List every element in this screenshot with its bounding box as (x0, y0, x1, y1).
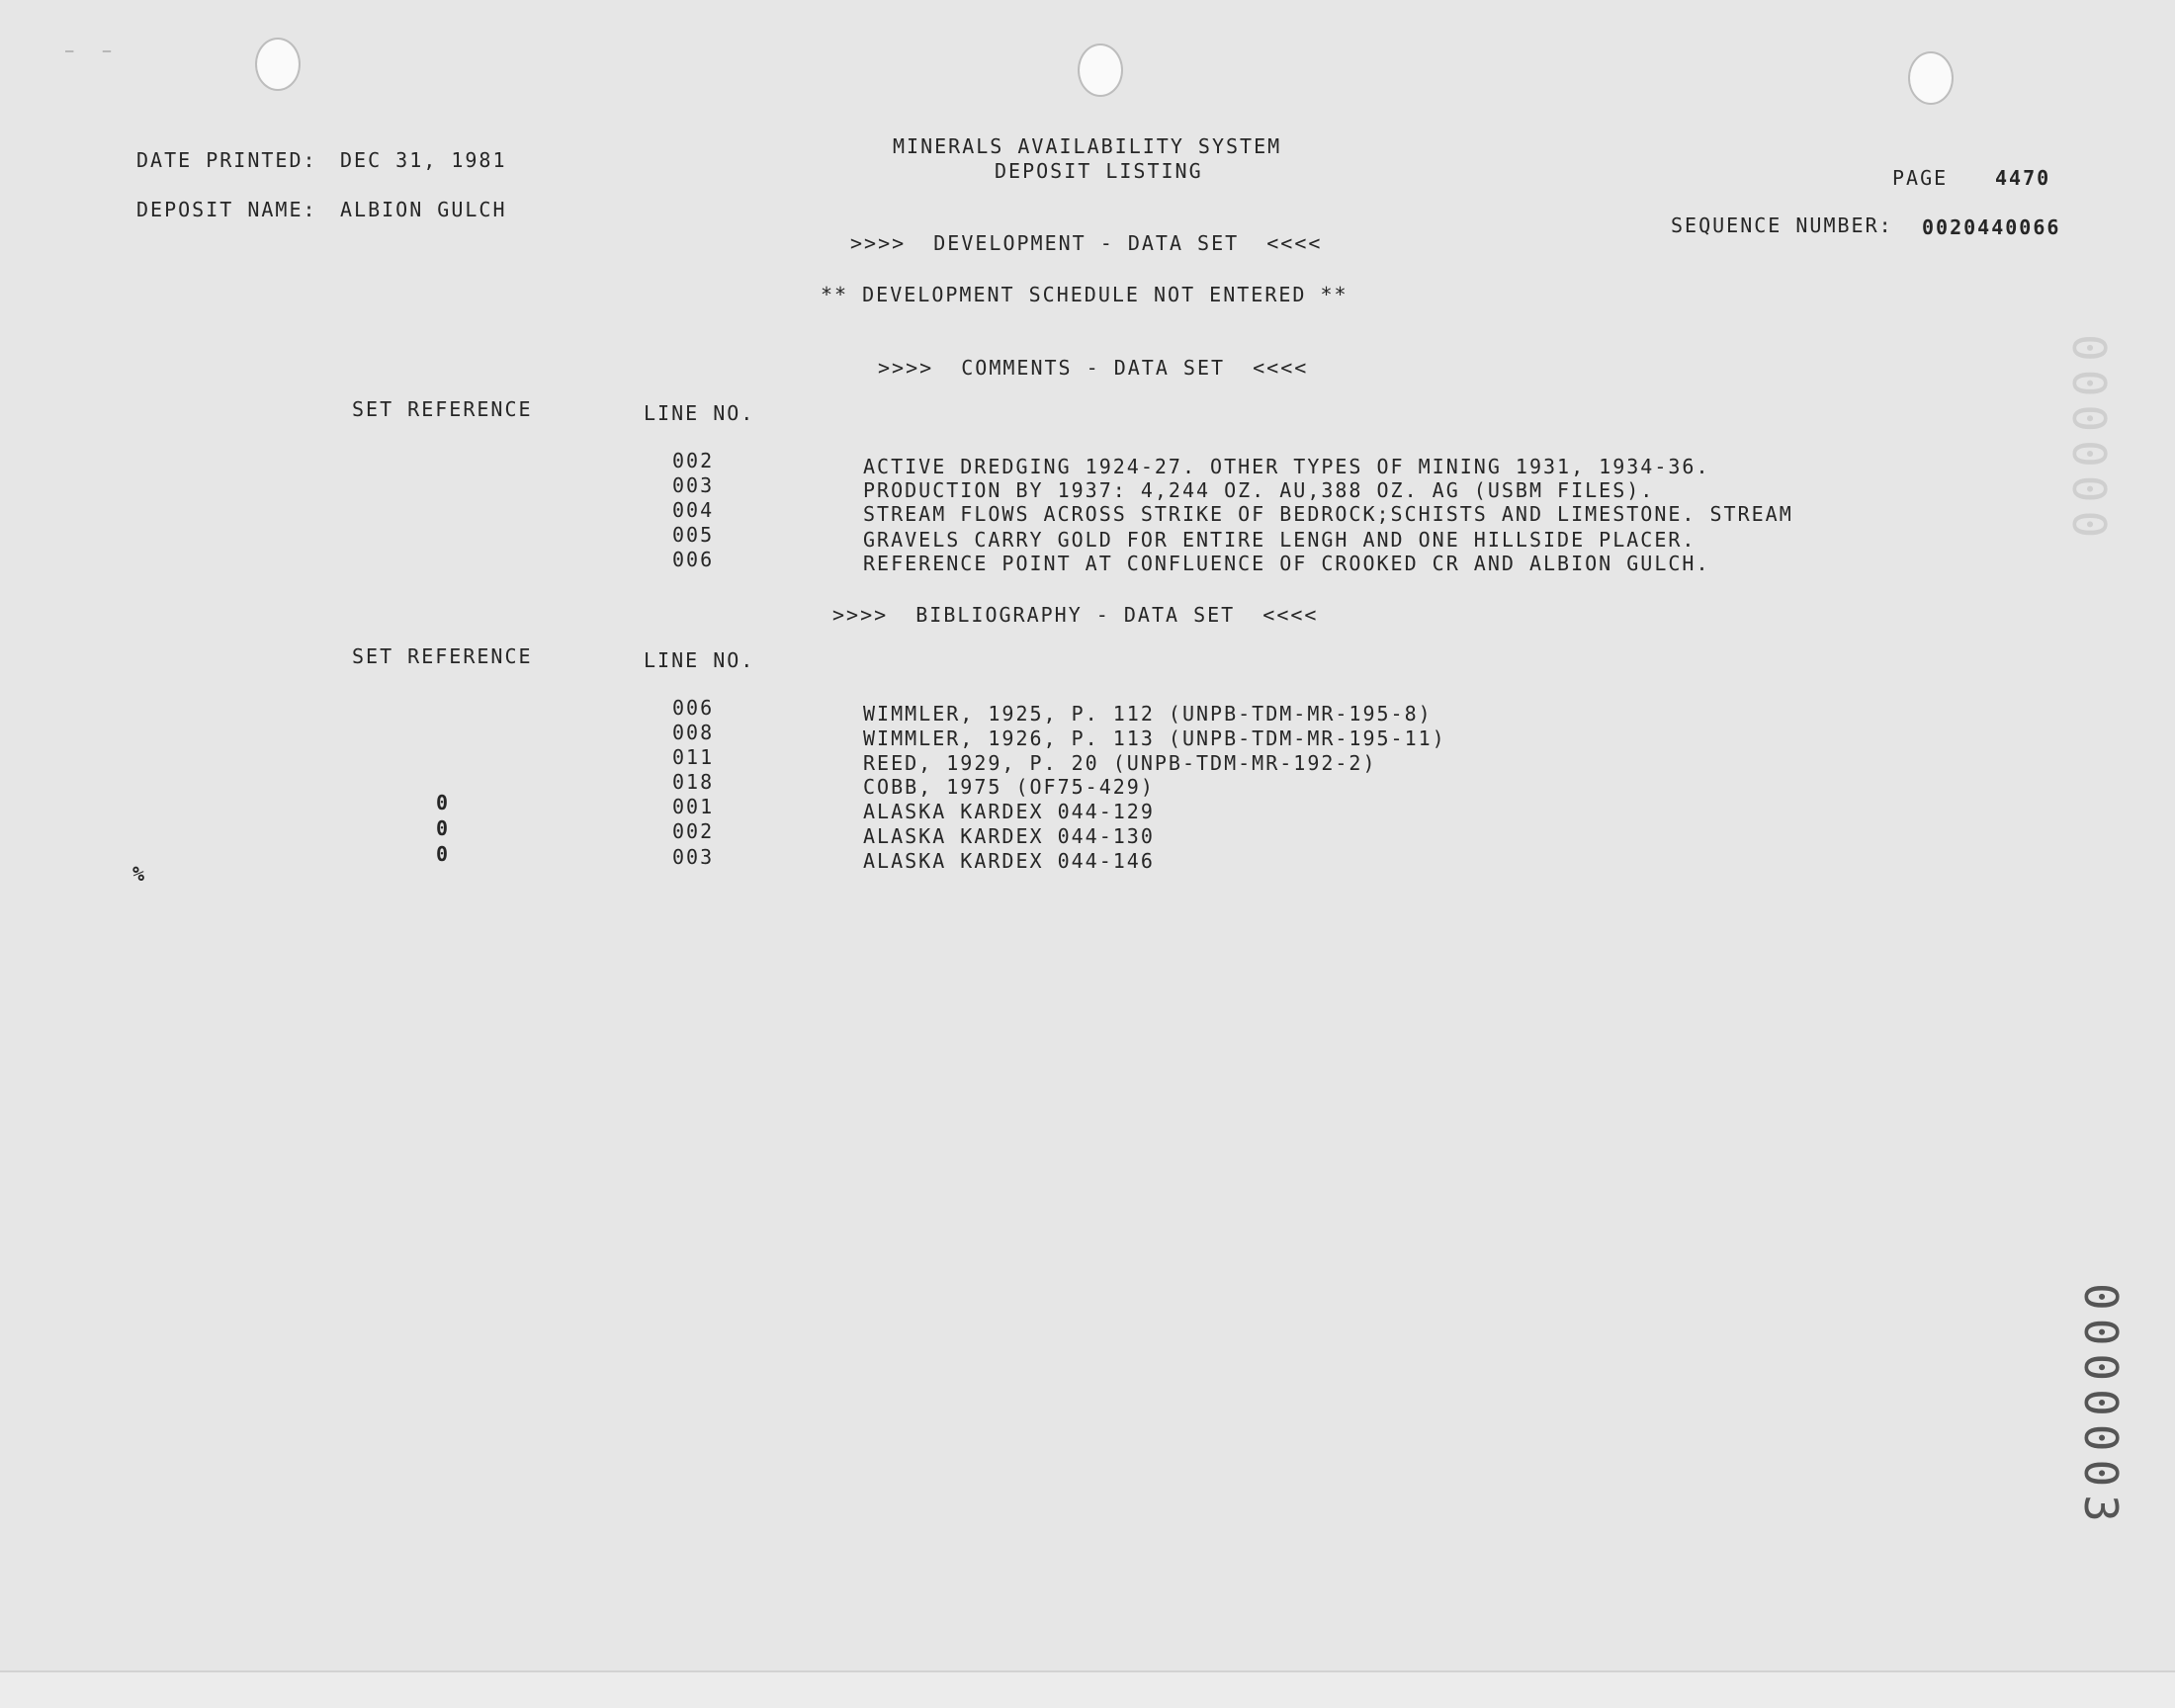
development-heading: >>>> DEVELOPMENT - DATA SET <<<< (850, 231, 1323, 255)
date-printed-value: DEC 31, 1981 (340, 148, 507, 172)
bibliography-text: ALASKA KARDEX 044-146 (863, 849, 1155, 873)
comment-text: ACTIVE DREDGING 1924-27. OTHER TYPES OF MINING 1931, 1934-36. (863, 455, 1710, 478)
comments-col-set-reference: SET REFERENCE (352, 397, 533, 421)
set-reference: 0 (436, 842, 451, 866)
line-number: 006 (672, 548, 715, 571)
set-reference: 0 (436, 816, 451, 840)
bibliography-text: WIMMLER, 1925, P. 112 (UNPB-TDM-MR-195-8) (863, 702, 1433, 726)
bibliography-col-line-no: LINE NO. (644, 648, 755, 672)
comment-text: GRAVELS CARRY GOLD FOR ENTIRE LENGH AND ONE HILLSIDE PLACER. (863, 528, 1696, 552)
page-number: 4470 (1995, 166, 2051, 190)
line-number: 002 (672, 819, 715, 843)
line-number: 001 (672, 795, 715, 818)
comment-text: REFERENCE POINT AT CONFLUENCE OF CROOKED CR AND ALBION GULCH. (863, 552, 1710, 575)
line-number: 003 (672, 845, 715, 869)
line-number: 011 (672, 745, 715, 769)
page-label: PAGE (1892, 166, 1949, 190)
development-note: ** DEVELOPMENT SCHEDULE NOT ENTERED ** (821, 283, 1348, 306)
line-number: 004 (672, 498, 715, 522)
set-reference: 0 (436, 791, 451, 814)
sequence-number-value: 0020440066 (1922, 215, 2061, 239)
bibliography-col-set-reference: SET REFERENCE (352, 644, 533, 668)
corner-scribble: — — (65, 43, 113, 59)
bibliography-text: COBB, 1975 (OF75-429) (863, 775, 1155, 799)
line-number: 005 (672, 523, 715, 547)
bibliography-text: REED, 1929, P. 20 (UNPB-TDM-MR-192-2) (863, 751, 1377, 775)
line-number: 003 (672, 473, 715, 497)
line-number: 002 (672, 449, 715, 472)
report-title-line2: DEPOSIT LISTING (995, 159, 1203, 183)
deposit-name-label: DEPOSIT NAME: (136, 198, 317, 221)
comment-text: PRODUCTION BY 1937: 4,244 OZ. AU,388 OZ. AG (USBM FILES). (863, 478, 1655, 502)
line-number: 006 (672, 696, 715, 720)
date-printed-label: DATE PRINTED: (136, 148, 317, 172)
line-number: 018 (672, 770, 715, 794)
binder-hole-center (1078, 43, 1123, 97)
line-number: 008 (672, 721, 715, 744)
deposit-name-value: ALBION GULCH (340, 198, 507, 221)
faint-side-code: 000000 (2062, 334, 2116, 547)
side-frame-code: 0000003 (2074, 1283, 2128, 1530)
bibliography-heading: >>>> BIBLIOGRAPHY - DATA SET <<<< (832, 603, 1319, 627)
sequence-number-label: SEQUENCE NUMBER: (1671, 214, 1893, 237)
report-title-line1: MINERALS AVAILABILITY SYSTEM (893, 134, 1282, 158)
binder-hole-right (1908, 51, 1954, 105)
comment-text: STREAM FLOWS ACROSS STRIKE OF BEDROCK;SCHISTS AND LIMESTONE. STREAM (863, 502, 1793, 526)
bibliography-text: ALASKA KARDEX 044-129 (863, 800, 1155, 823)
bibliography-text: WIMMLER, 1926, P. 113 (UNPB-TDM-MR-195-11) (863, 726, 1446, 750)
bibliography-text: ALASKA KARDEX 044-130 (863, 824, 1155, 848)
binder-hole-left (255, 38, 301, 91)
comments-heading: >>>> COMMENTS - DATA SET <<<< (878, 356, 1309, 380)
end-of-listing-mark: % (132, 862, 147, 886)
comments-col-line-no: LINE NO. (644, 401, 755, 425)
